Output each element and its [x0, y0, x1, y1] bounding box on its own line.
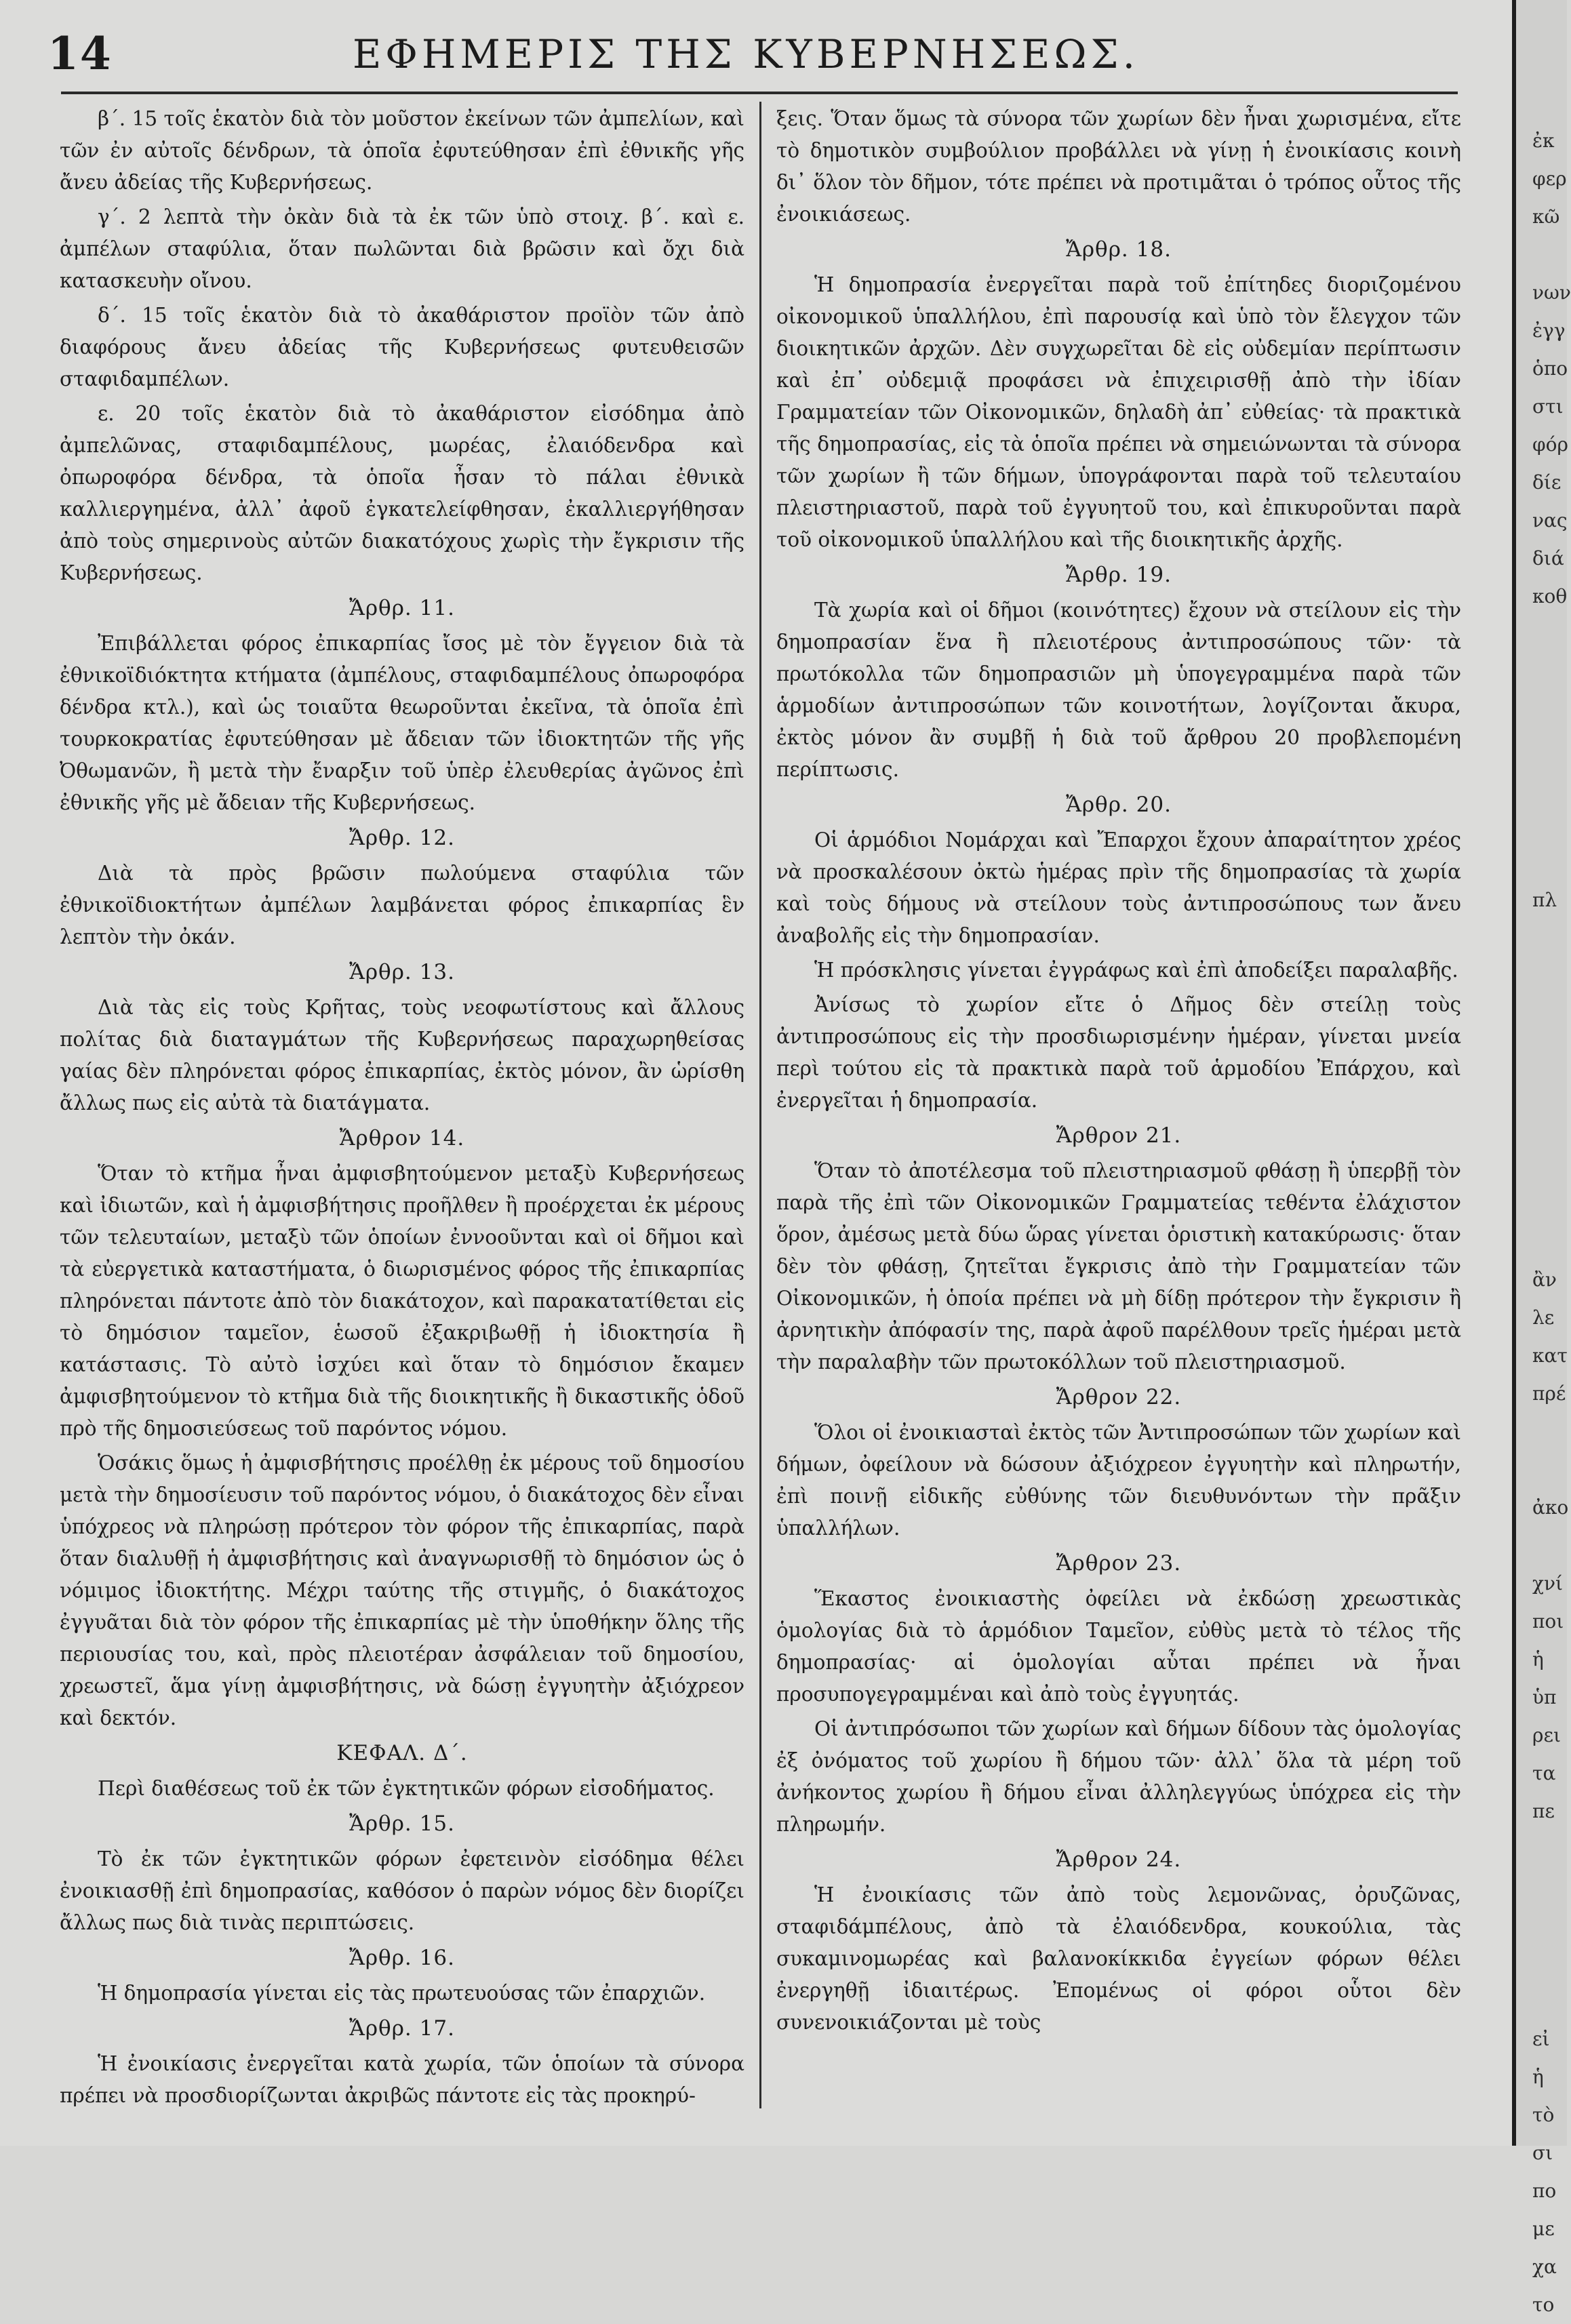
edge-fragment — [1532, 1830, 1571, 1868]
article-heading: Ἄρθρον 23. — [1056, 1551, 1182, 1576]
edge-fragment: ἀκο — [1532, 1496, 1569, 1519]
paragraph: ε. 20 τοῖς ἑκατὸν διὰ τὸ ἀκαθάριστον εἰσόδημα ἀπὸ ἀμπελῶνας, σταφιδαμπέλους, μωρέας, ἐλαιόδενδρα καὶ ὀπωροφόρα δένδρα, τὰ ὁποῖα ἦσαν τὸ πάλαι ἐθνικὰ καλλιεργημένα, ἀλλ᾿ ἀφοῦ ἐγκατελείφθησαν, ἐκαλλιεργήθησαν ἀπὸ τοὺς σημερινοὺς αὐτῶν διακατόχους χωρὶς τὴν ἔγκρισιν τῆς Κυβερνήσεως. — [60, 402, 744, 584]
edge-fragment: ποι — [1532, 1610, 1564, 1632]
column-rule — [759, 102, 761, 2108]
article-heading: Ἄρθρ. 16. — [349, 1946, 455, 1970]
edge-fragment — [1532, 1527, 1571, 1565]
edge-fragment — [1532, 957, 1571, 995]
paragraph: Ἀνίσως τὸ χωρίον εἴτε ὁ Δῆμος δὲν στείλῃ τοὺς ἀντιπροσώπους εἰς τὴν προσδιωρισμένην ἡμέραν, γίνεται μνεία περὶ τούτου εἰς τὰ πρακτικὰ παρὰ τοῦ ἁρμοδίου Ἐπάρχου, καὶ ἐνεργεῖται ἡ δημοπρασία. — [776, 993, 1461, 1112]
edge-fragment — [1532, 919, 1571, 957]
edge-fragment — [1532, 1147, 1571, 1185]
edge-fragment: φερ — [1532, 167, 1567, 190]
edge-fragment: τα — [1532, 1762, 1556, 1784]
paragraph: Τὰ χωρία καὶ οἱ δῆμοι (κοινότητες) ἔχουν νὰ στείλουν εἰς τὴν δημοπρασίαν ἕνα ἢ πλειοτέρους ἀντιπροσώπους τῶν· τὰ πρωτόκολλα τῶν δημοπρασιῶν μὴ ὑπογεγραμμένα παρὰ τῶν ἁρμοδίων ἀντιπροσώπων τῶν κοινοτήτων, λογίζονται ἄκυρα, ἐκτὸς μόνον ἂν συμβῇ ἡ διὰ τοῦ ἄρθρου 20 προβλεπομένη περίπτωσις. — [776, 599, 1461, 781]
edge-fragment: με — [1532, 2218, 1555, 2240]
paragraph: Ἕκαστος ἐνοικιαστὴς ὀφείλει νὰ ἐκδώσῃ χρεωστικὰς ὁμολογίας διὰ τὸ ἁρμόδιον Ταμεῖον, εὐθὺς μετὰ τὸ τέλος τῆς δημοπρασίας· αἱ ὁμολογίαι αὗται πρέπει νὰ ἦναι προσυπογεγραμμέναι καὶ ἀπὸ τοὺς ἐγγυητάς. — [776, 1587, 1461, 1706]
adjacent-page-rule — [1512, 0, 1516, 2146]
paragraph: Ἡ πρόσκλησις γίνεται ἐγγράφως καὶ ἐπὶ ἀποδείξει παραλαβῆς. — [814, 959, 1458, 982]
edge-fragment — [1532, 1982, 1571, 2020]
article-heading: Ἄρθρον 21. — [1056, 1123, 1182, 1148]
paragraph: Ὅταν τὸ κτῆμα ἦναι ἀμφισβητούμενον μεταξὺ Κυβερνήσεως καὶ ἰδιωτῶν, καὶ ἡ ἀμφισβήτησις προῆλθεν ἢ προέρχεται ἐκ μέρους τῶν τελευταίων, μεταξὺ τῶν ὁποίων ἐννοοῦνται καὶ οἱ δῆμοι καὶ τὰ εὐεργετικὰ καταστήματα, ὁ διωρισμένος φόρος τῆς ἐπικαρπίας πληρόνεται πάντοτε ἀπὸ τὸν διακάτοχον, καὶ παρακατατίθεται εἰς τὸ δημόσιον ταμεῖον, ἑωσοῦ ἐξακριβωθῇ ἡ ἰδιοκτησία ἢ κατάστασις. Τὸ αὐτὸ ἰσχύει καὶ ὅταν τὸ δημόσιον ἔκαμεν ἀμφισβητούμενον τὸ κτῆμα διὰ τῆς διοικητικῆς ἢ δικαστικῆς ὁδοῦ πρὸ τῆς δημοσιεύσεως τοῦ παρόντος νόμου. — [60, 1162, 744, 1440]
page-header — [41, 27, 1451, 88]
edge-fragment — [1532, 1185, 1571, 1223]
paragraph: Διὰ τὰ πρὸς βρῶσιν πωλούμενα σταφύλια τῶν ἐθνικοϊδιοκτήτων ἀμπέλων λαμβάνεται φόρος ἐπικαρπίας ἓν λεπτὸν τὴν ὀκάν. — [60, 862, 744, 948]
edge-fragment: ἡ — [1532, 1648, 1544, 1670]
article-heading: Ἄρθρ. 11. — [349, 596, 455, 620]
paragraph: Ἐπιβάλλεται φόρος ἐπικαρπίας ἴσος μὲ τὸν ἔγγειον διὰ τὰ ἐθνικοϊδιόκτητα κτήματα (ἀμπέλους, σταφιδαμπέλους ὀπωροφόρα δένδρα κτλ.), καὶ ὡς τοιαῦτα θεωροῦνται ἐκεῖνα, τὰ ὁποῖα ἐπὶ τουρκοκρατίας ἐφυτεύθησαν μὲ ἄδειαν τῶν ἰδιοκτητῶν τῆς γῆς Ὀθωμανῶν, ἢ μετὰ τὴν ἔναρξιν τοῦ ὑπὲρ ἐλευθερίας ἀγῶνος ἐπὶ ἐθνικῆς γῆς μὲ ἄδειαν τῆς Κυβερνήσεως. — [60, 632, 744, 814]
edge-fragment — [1532, 1868, 1571, 1906]
edge-fragment: ἂν — [1532, 1268, 1557, 1291]
edge-fragment: πο — [1532, 2180, 1557, 2202]
article-heading: Ἄρθρ. 12. — [349, 826, 455, 850]
paragraph: Ὅταν τὸ ἀποτέλεσμα τοῦ πλειστηριασμοῦ φθάσῃ ἢ ὑπερβῇ τὸν παρὰ τῆς ἐπὶ τῶν Οἰκονομικῶν Γραμματείας τεθέντα ἐλάχιστον ὅρον, ἀμέσως μετὰ δύω ὥρας γίνεται ὁριστικὴ κατακύρωσις· ὅταν δὲν τὸν φθάσῃ, ζητεῖται ἔγκρισις ἀπὸ τὴν Γραμματείαν τῶν Οἰκονομικῶν, ἡ ὁποία πρέπει νὰ μὴ δίδῃ πρότερον τὴν ἔγκρισιν ἢ ἀρνητικὴν ἀπόφασίν της, παρὰ ἀφοῦ παρέλθουν τρεῖς ἡμέραι μετὰ τὴν παραλαβὴν τῶν πρωτοκόλλων τοῦ πλειστηριασμοῦ. — [776, 1159, 1461, 1374]
edge-fragment: κοθ — [1532, 585, 1568, 607]
edge-fragment: ἡ — [1532, 2066, 1544, 2088]
paragraph: Ἡ ἐνοικίασις ἐνεργεῖται κατὰ χωρία, τῶν ὁποίων τὰ σύνορα πρέπει νὰ προσδιορίζωνται ἀκριβῶς πάντοτε εἰς τὰς προκηρύ- — [60, 2052, 744, 2107]
edge-fragment — [1532, 1906, 1571, 1944]
edge-fragment: κατ — [1532, 1344, 1568, 1367]
edge-fragment: ὁπο — [1532, 357, 1568, 380]
edge-fragment: πρέ — [1532, 1382, 1566, 1405]
paragraph: Περὶ διαθέσεως τοῦ ἐκ τῶν ἐγκτητικῶν φόρων εἰσοδήματος. — [98, 1777, 715, 1800]
article-heading: Ἄρθρον 22. — [1056, 1385, 1182, 1409]
paragraph: γ΄. 2 λεπτὰ τὴν ὀκὰν διὰ τὰ ἐκ τῶν ὑπὸ στοιχ. β΄. καὶ ε. ἀμπέλων σταφύλια, ὅταν πωλῶνται διὰ βρῶσιν καὶ ὄχι διὰ κατασκευὴν οἴνου. — [60, 205, 744, 292]
article-heading: Ἄρθρ. 18. — [1066, 237, 1172, 262]
paragraph: δ΄. 15 τοῖς ἑκατὸν διὰ τὸ ἀκαθάριστον προϊὸν τῶν ἀπὸ διαφόρους ἄνευ ἀδείας τῆς Κυβερνήσεως φυτευθεισῶν σταφιδαμπέλων. — [60, 304, 744, 390]
header-rule — [61, 92, 1458, 94]
edge-fragment: σι — [1532, 2142, 1553, 2164]
paragraph: Οἱ ἁρμόδιοι Νομάρχαι καὶ Ἔπαρχοι ἔχουν ἀπαραίτητον χρέος νὰ προσκαλέσουν ὀκτὼ ἡμέρας πρὶν τῆς δημοπρασίας τὰ χωρία καὶ τοὺς δήμους νὰ στείλουν τοὺς ἀντιπροσώπους των ἄνευ ἀναβολῆς εἰς τὴν δημοπρασίαν. — [776, 828, 1461, 947]
edge-fragment — [1532, 995, 1571, 1033]
article-heading: Ἄρθρον 14. — [339, 1126, 465, 1150]
edge-fragment — [1532, 236, 1571, 274]
edge-fragment: νων — [1532, 281, 1571, 304]
edge-fragment — [1532, 1109, 1571, 1147]
article-heading: ΚΕΦΑΛ. Δ΄. — [336, 1741, 468, 1765]
edge-fragment — [1532, 1071, 1571, 1109]
edge-fragment: λε — [1532, 1306, 1555, 1329]
article-heading: Ἄρθρ. 15. — [349, 1811, 455, 1836]
edge-fragment — [1532, 1944, 1571, 1982]
edge-fragment — [1532, 616, 1571, 654]
edge-fragment: φόρ — [1532, 433, 1568, 456]
edge-fragment: δίε — [1532, 471, 1562, 494]
edge-fragment: ρει — [1532, 1724, 1561, 1746]
left-column — [60, 103, 744, 2110]
paragraph: Ἡ δημοπρασία ἐνεργεῖται παρὰ τοῦ ἐπίτηδες διοριζομένου οἰκονομικοῦ ὑπαλλήλου, ἐπὶ παρουσίᾳ καὶ ὑπὸ τὸν ἔλεγχον τῶν διοικητικῶν ἀρχῶν. Δὲν συγχωρεῖται δὲ εἰς οὐδεμίαν περίπτωσιν καὶ ἐπ᾿ οὐδεμιᾷ προφάσει νὰ ἐπιχειρισθῇ ἀπὸ τὴν ἰδίαν Γραμματείαν τῶν Οἰκονομικῶν, δηλαδὴ ἀπ᾿ εὐθείας· τὰ πρακτικὰ τῆς δημοπρασίας, εἰς τὰ ὁποῖα πρέπει νὰ σημειώνωνται τὰ σύνορα τῶν χωρίων ἢ τῶν δήμων, ὑπογράφονται παρὰ τοῦ τελευταίου πλειστηριαστοῦ, παρὰ τοῦ ἐγγυητοῦ του, καὶ ἐπικυροῦνται παρὰ τοῦ οἰκονομικοῦ ὑπαλλήλου καὶ τῆς διοικητικῆς ἀρχῆς. — [776, 273, 1461, 551]
paragraph: Ἡ ἐνοικίασις τῶν ἀπὸ τοὺς λεμονῶνας, ὀρυζῶνας, σταφιδάμπέλους, ἀπὸ τὰ ἐλαιόδενδρα, κουκούλια, τὰς συκαμινομωρέας καὶ βαλανοκίκκιδα ἐγγείων φόρων θέλει ἐνεργηθῇ ἰδιαιτέρως. Ἐπομένως οἱ φόροι οὗτοι δὲν συνενοικιάζονται μὲ τοὺς — [776, 1883, 1461, 2034]
edge-fragment — [1532, 729, 1571, 767]
paragraph: Ὁσάκις ὅμως ἡ ἀμφισβήτησις προέλθῃ ἐκ μέρους τοῦ δημοσίου μετὰ τὴν δημοσίευσιν τοῦ παρόντος νόμου, ὁ διακάτοχος δὲν εἶναι ὑπόχρεος νὰ πληρώσῃ πρότερον τὸν φόρον τῆς ἐπικαρπίας, παρὰ ὅταν διαλυθῇ ἡ ἀμφισβήτησις καὶ ἀναγνωρισθῇ τὸ δημόσιον ὡς ὁ νόμιμος ἰδιοκτήτης. Μέχρι ταύτης τῆς στιγμῆς, ὁ διακάτοχος ἐγγυᾶται διὰ τὸν φόρον τῆς ἐπικαρπίας μὲ τὴν ὑποθήκην ὅλης τῆς περιουσίας του, καὶ, πρὸς πλειοτέραν ἀσφάλειαν τοῦ δημοσίου, χρεωστεῖ, ἅμα γίνῃ ἀμφισβήτησις, νὰ δώσῃ ἐγγυητὴν ἀξιόχρεον καὶ δεκτόν. — [60, 1451, 744, 1729]
edge-fragment: τὸ — [1532, 2104, 1555, 2126]
edge-fragment — [1532, 843, 1571, 881]
edge-fragment: χα — [1532, 2256, 1557, 2278]
article-heading: Ἄρθρ. 20. — [1066, 793, 1172, 817]
edge-fragment — [1532, 654, 1571, 692]
paragraph: Ὅλοι οἱ ἐνοικιασταὶ ἐκτὸς τῶν Ἀντιπροσώπων τῶν χωρίων καὶ δήμων, ὀφείλουν νὰ δώσουν ἀξιόχρεον ἐγγυητὴν καὶ πληρωτήν, ἐπὶ ποινῇ εἰδικῆς εὐθύνης τῶν διευθυνόντων τὴν πρᾶξιν ὑπαλλήλων. — [776, 1421, 1461, 1540]
adjacent-page-edge — [1512, 0, 1571, 2316]
right-column — [776, 103, 1461, 2110]
article-heading: Ἄρθρ. 13. — [349, 960, 455, 984]
edge-fragment — [1532, 1033, 1571, 1071]
edge-fragment: πλ — [1532, 889, 1557, 911]
paragraph: Διὰ τὰς εἰς τοὺς Κρῆτας, τοὺς νεοφωτίστους καὶ ἄλλους πολίτας διὰ διαταγμάτων τῆς Κυβερνήσεως παραχωρηθείσας γαίας δὲν πληρόνεται φόρος ἐπικαρπίας, ἐκτὸς μόνον, ἂν ὡρίσθη ἄλλως πως εἰς αὐτὰ τὰ διατάγματα. — [60, 996, 744, 1115]
edge-fragment: πε — [1532, 1800, 1555, 1822]
edge-fragment — [1532, 1223, 1571, 1261]
edge-fragment: εἰ — [1532, 2028, 1550, 2050]
edge-fragment: διά — [1532, 547, 1564, 569]
page-number: 14 — [47, 27, 113, 80]
edge-fragment — [1532, 692, 1571, 729]
edge-fragment: το — [1532, 2293, 1555, 2316]
edge-fragment — [1532, 1413, 1571, 1451]
edge-fragment: κῶ — [1532, 205, 1560, 228]
edge-fragment: ἐγγ — [1532, 319, 1566, 342]
edge-fragment — [1532, 767, 1571, 805]
paragraph: ξεις. Ὅταν ὅμως τὰ σύνορα τῶν χωρίων δὲν ἦναι χωρισμένα, εἴτε τὸ δημοτικὸν συμβούλιον προβάλλει νὰ γίνῃ ἡ ἐνοικίασις κοινὴ δι᾿ ὅλον τὸν δῆμον, τότε πρέπει νὰ προτιμᾶται ὁ τρόπος οὗτος τῆς ἐνοικιάσεως. — [776, 107, 1461, 226]
paragraph: β΄. 15 τοῖς ἑκατὸν διὰ τὸν μοῦστον ἐκείνων τῶν ἀμπελίων, καὶ τῶν ἐν αὐτοῖς δένδρων, τὰ ὁποῖα ἐφυτεύθησαν ἐπὶ ἐθνικῆς γῆς ἄνευ ἀδείας τῆς Κυβερνήσεως. — [60, 107, 744, 194]
edge-fragment: στι — [1532, 395, 1564, 418]
edge-fragment — [1532, 1451, 1571, 1489]
adjacent-page-fragments — [1532, 122, 1571, 2324]
running-title: ΕΦΗΜΕΡΙΣ ΤΗΣ ΚΥΒΕΡΝΗΣΕΩΣ. — [352, 31, 1140, 77]
paragraph: Τὸ ἐκ τῶν ἐγκτητικῶν φόρων ἐφετεινὸν εἰσόδημα θέλει ἐνοικιασθῇ ἐπὶ δημοπρασίας, καθόσον ὁ παρὼν νόμος δὲν διορίζει ἄλλως πως διὰ τινὰς περιπτώσεις. — [60, 1847, 744, 1934]
article-heading: Ἄρθρον 24. — [1056, 1847, 1182, 1872]
article-heading: Ἄρθρ. 17. — [349, 2016, 455, 2041]
edge-fragment: νας — [1532, 509, 1568, 532]
edge-fragment — [1532, 805, 1571, 843]
edge-fragment: χνί — [1532, 1572, 1563, 1595]
paragraph: Οἱ ἀντιπρόσωποι τῶν χωρίων καὶ δήμων δίδουν τὰς ὁμολογίας ἐξ ὀνόματος τοῦ χωρίου ἢ δήμου τῶν· ἀλλ᾿ ὅλα τὰ μέρη τοῦ ἀνήκοντος χωρίου ἢ δήμου εἶναι ἀλληλεγγύως ὑπόχρεα εἰς τὴν πληρωμήν. — [776, 1717, 1461, 1836]
article-heading: Ἄρθρ. 19. — [1066, 563, 1172, 587]
edge-fragment: ὑπ — [1532, 1686, 1557, 1708]
paragraph: Ἡ δημοπρασία γίνεται εἰς τὰς πρωτευούσας τῶν ἐπαρχιῶν. — [98, 1982, 706, 2005]
edge-fragment: ἐκ — [1532, 129, 1555, 152]
